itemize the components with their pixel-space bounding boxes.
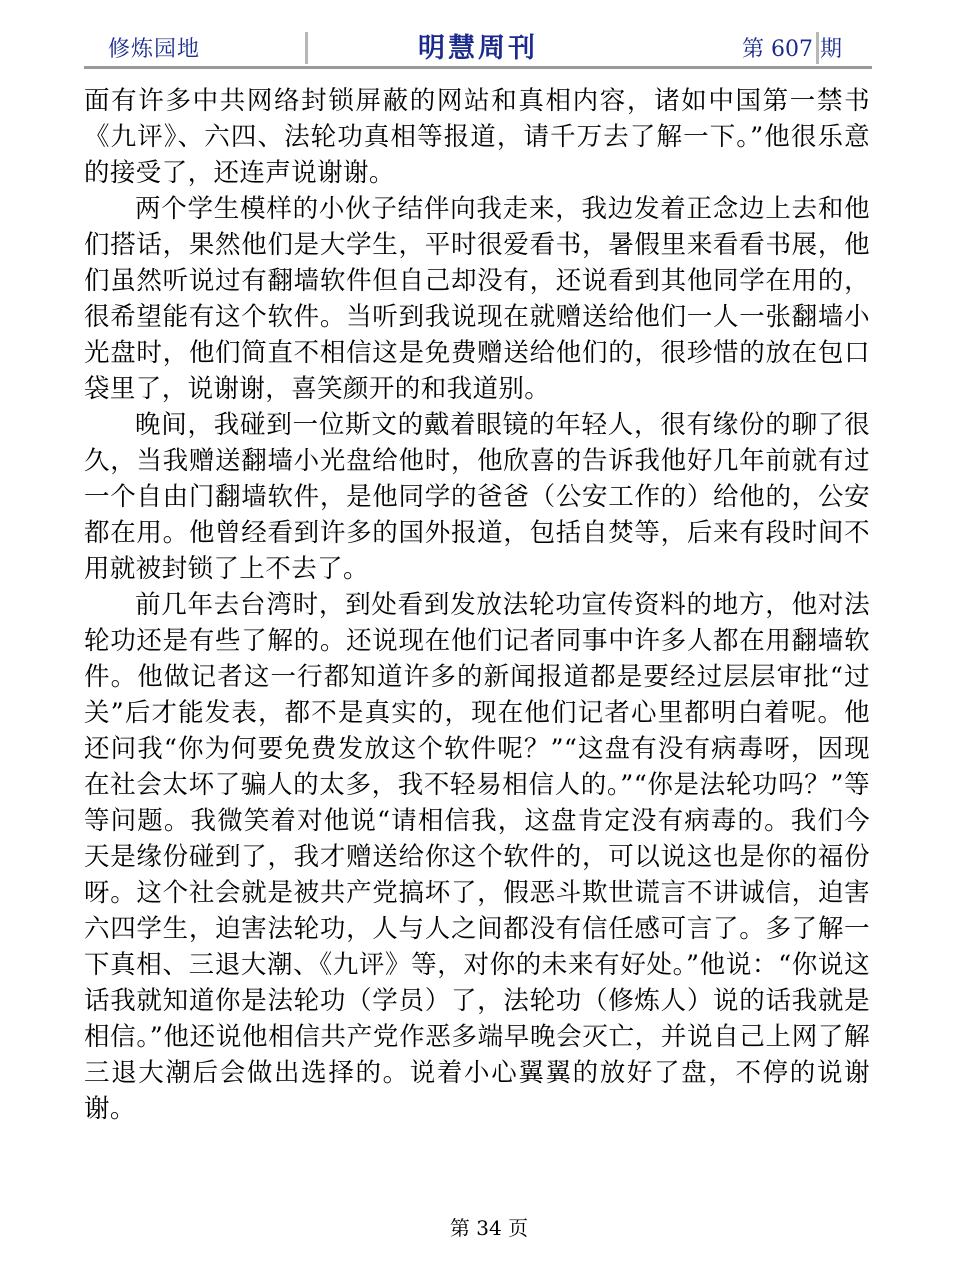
issue-number: 第 607 期 bbox=[742, 37, 842, 62]
page-number: 第 34 页 bbox=[449, 1216, 529, 1240]
page-header bbox=[84, 22, 872, 68]
paragraph: 两个学生模样的小伙子结伴向我走来，我边发着正念边上去和他们搭话，果然他们是大学生，平时很爱看书，暑假里来看看书展，他们虽然听说过有翻墙软件但自己却没有，还说看到其他同学在用的，很希望能有这个软件。当听到我说现在就赠送给他们一人一张翻墙小光盘时，他们简直不相信这是免费赠送给他们的，很珍惜的放在包口袋里了，说谢谢，喜笑颜开的和我道别。 bbox=[84, 194, 870, 404]
paragraph: 前几年去台湾时，到处看到发放法轮功宣传资料的地方，他对法轮功还是有些了解的。还说现在他们记者同事中许多人都在用翻墙软件。他做记者这一行都知道许多的新闻报道都是要经过层层审批“过关”后才能发表，都不是真实的，现在他们记者心里都明白着呢。他还问我“你为何要免费发放这个软件呢？”“这盘有没有病毒呀，因现在社会太坏了骗人的太多，我不轻易相信人的。”“你是法轮功吗？”等等问题。我微笑着对他说“请相信我，这盘肯定没有病毒的。我们今天是缘份碰到了，我才赠送给你这个软件的，可以说这也是你的福份呀。这个社会就是被共产党搞坏了，假恶斗欺世谎言不讲诚信，迫害六四学生，迫害法轮功，人与人之间都没有信任感可言了。多了解一下真相、三退大潮、《九评》等，对你的未来有好处。”他说：“你说这话我就知道你是法轮功（学员）了，法轮功（修炼人）说的话我就是相信。”他还说他相信共产党作恶多端早晚会灭亡，并说自己上网了解三退大潮后会做出选择的。说着小心翼翼的放好了盘，不停的说谢谢。 bbox=[84, 590, 870, 1124]
paragraph-continued: 面有许多中共网络封锁屏蔽的网站和真相内容，诸如中国第一禁书《九评》、六四、法轮功真相等报道，请千万去了解一下。”他很乐意的接受了，还连声说谢谢。 bbox=[84, 86, 870, 188]
article-body bbox=[84, 83, 870, 1127]
publication-title: 明慧周刊 bbox=[418, 33, 538, 64]
section-name: 修炼园地 bbox=[108, 37, 201, 62]
header-rule bbox=[84, 66, 872, 69]
paragraph: 晚间，我碰到一位斯文的戴着眼镜的年轻人，很有缘份的聊了很久，当我赠送翻墙小光盘给他时，他欣喜的告诉我他好几年前就有过一个自由门翻墙软件，是他同学的爸爸（公安工作的）给他的，公安都在用。他曾经看到许多的国外报道，包括自焚等，后来有段时间不用就被封锁了上不去了。 bbox=[84, 410, 870, 584]
